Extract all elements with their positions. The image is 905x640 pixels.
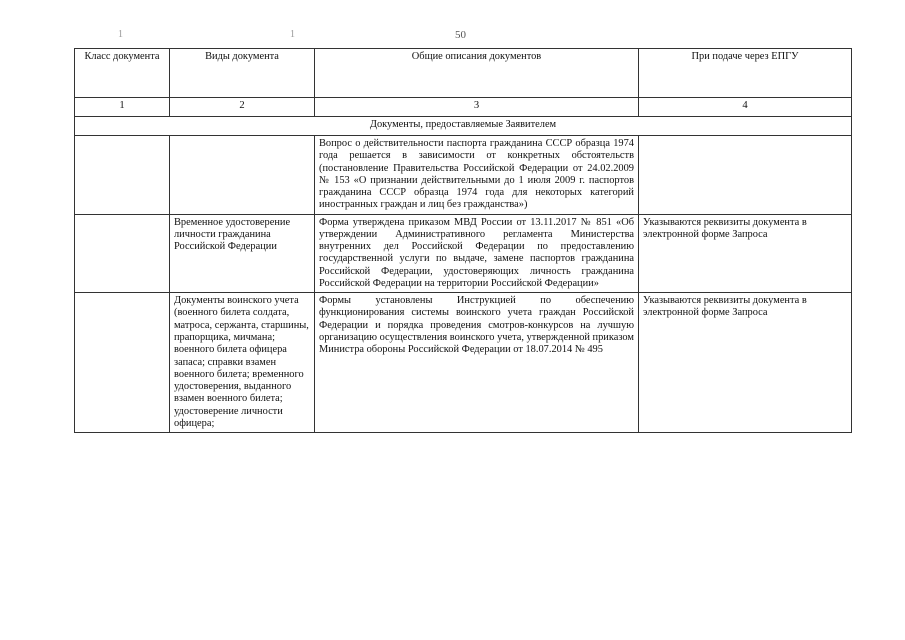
column-number-4: 4 [639,98,852,117]
row-1-type [170,136,315,215]
table-row [75,293,852,433]
row-2-description: Форма утверждена приказом МВД России от 13.11.2017 № 851 «Об утверждении Административного регламента Министерства внутренних дел Российской Федерации по предоставлению государственной услуги по выдаче, замене паспортов гражданина Российской Федерации, удостоверяющих личность гражданина Российской Федерации на территории Российской Федерации» [315,214,639,293]
header-type: Виды документа [170,49,315,98]
column-number-2: 2 [170,98,315,117]
row-1-epgu [639,136,852,215]
top-mark-middle: 1 [290,29,295,40]
top-mark-left: 1 [118,29,123,40]
numbering-row [75,98,852,117]
row-1-class [75,136,170,215]
section-row [75,117,852,136]
header-epgu: При подаче через ЕПГУ [639,49,852,98]
row-2-type: Временное удостоверение личности гражданина Российской Федерации [170,214,315,293]
header-class: Класс документа [75,49,170,98]
row-3-epgu: Указываются реквизиты документа в электронной форме Запроса [639,293,852,433]
row-1-description: Вопрос о действительности паспорта гражданина СССР образца 1974 года решается в зависимости от конкретных обстоятельств (постановление Правительства Российской Федерации от 24.02.2009 № 153 «О признании действительными до 1 июля 2009 г. паспортов гражданина СССР образца 1974 года для некоторых категорий иностранных граждан и лиц без гражданства») [315,136,639,215]
documents-table [74,48,852,433]
section-title: Документы, предоставляемые Заявителем [75,117,852,136]
table-row [75,214,852,293]
column-number-3: 3 [315,98,639,117]
header-row [75,49,852,98]
row-3-description: Формы установлены Инструкцией по обеспечению функционирования системы воинского учета граждан Российской Федерации и порядка проведения смотров-конкурсов на лучшую организацию осуществления воинского учета, утвержденной приказом Министра обороны Российской Федерации от 18.07.2014 № 495 [315,293,639,433]
column-number-1: 1 [75,98,170,117]
page-number: 50 [455,29,466,41]
top-marks [0,29,905,43]
row-3-class [75,293,170,433]
table-row [75,136,852,215]
row-2-epgu: Указываются реквизиты документа в электронной форме Запроса [639,214,852,293]
header-description: Общие описания документов [315,49,639,98]
row-2-class [75,214,170,293]
row-3-type: Документы воинского учета (военного билета солдата, матроса, сержанта, старшины, прапорщика, мичмана; военного билета офицера запаса; справки взамен военного билета; временного удостоверения, выданного взамен военного билета; удостоверение личности офицера; [170,293,315,433]
